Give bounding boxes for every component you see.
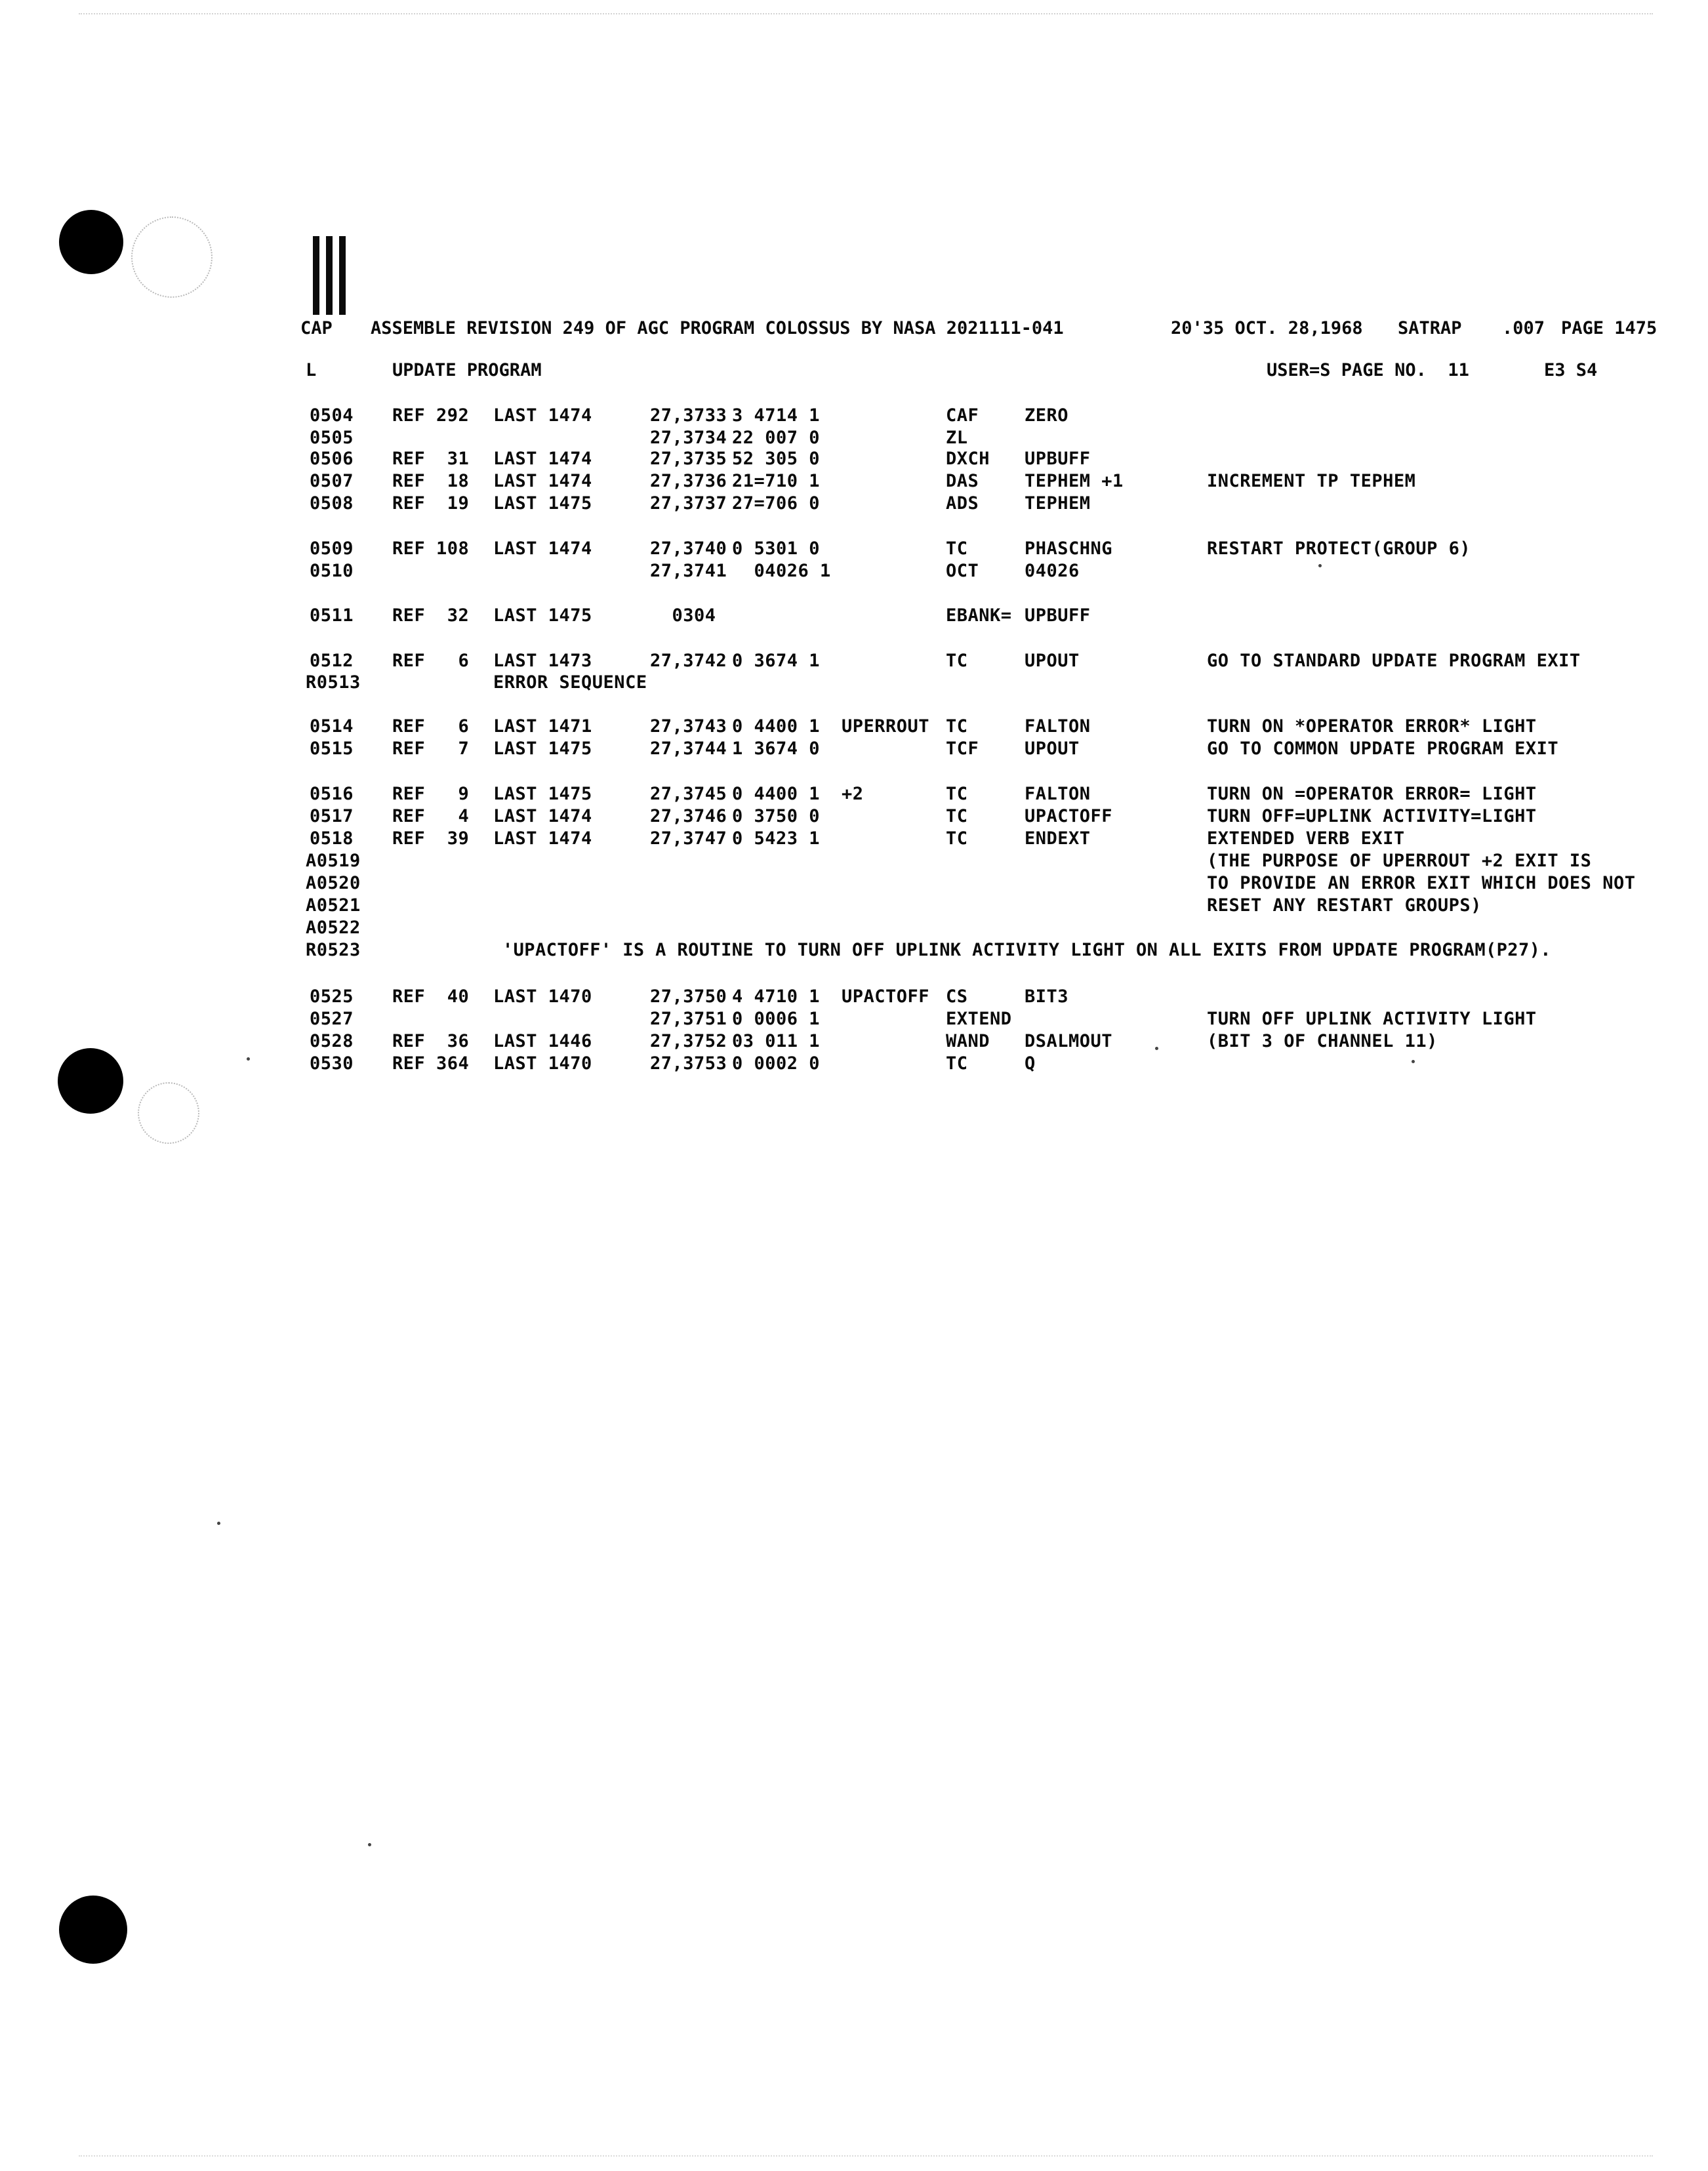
listing-addr: 27,3741 — [650, 561, 727, 581]
listing-refn: REF 6 — [392, 716, 470, 737]
header-ref: E3 S4 — [1544, 360, 1598, 380]
listing-addr: 27,3746 — [650, 806, 727, 826]
listing-op: CS — [946, 986, 968, 1007]
listing-operand: FALTON — [1025, 716, 1091, 737]
listing-code: 1 3674 0 — [732, 739, 821, 759]
listing-op: TC — [946, 806, 968, 826]
header-user-page: USER=S PAGE NO. 11 — [1267, 360, 1469, 380]
listing-op: ZL — [946, 428, 968, 448]
listing-last: LAST 1474 — [493, 806, 592, 826]
listing-operand: ENDEXT — [1025, 828, 1091, 849]
listing-code: 0 5423 1 — [732, 828, 821, 849]
listing-operand: UPBUFF — [1025, 449, 1091, 469]
listing-line: 0516 — [310, 784, 354, 804]
listing-last: LAST 1474 — [493, 538, 592, 559]
listing-code: 0 5301 0 — [732, 538, 821, 559]
listing-comment: TURN ON *OPERATOR ERROR* LIGHT — [1207, 716, 1537, 737]
listing-code: 22 007 0 — [732, 428, 821, 448]
listing-op: TC — [946, 716, 968, 737]
listing-label: +2 — [842, 784, 864, 804]
listing-addr: 27,3740 — [650, 538, 727, 559]
listing-line: A0519 — [306, 851, 361, 871]
punch-hole-bottom — [59, 1896, 127, 1964]
listing-operand: BIT3 — [1025, 986, 1069, 1007]
listing-op: CAF — [946, 405, 979, 426]
listing-refn: REF 6 — [392, 651, 470, 671]
listing-addr: 27,3733 — [650, 405, 727, 426]
listing-line: 0508 — [310, 493, 354, 514]
listing-comment: INCREMENT TP TEPHEM — [1207, 471, 1416, 491]
listing-line: 0510 — [310, 561, 354, 581]
listing-refn: REF 39 — [392, 828, 470, 849]
speck — [368, 1843, 371, 1846]
listing-addr: 27,3743 — [650, 716, 727, 737]
listing-line: 0509 — [310, 538, 354, 559]
listing-line: R0513 — [306, 672, 361, 693]
listing-comment: RESTART PROTECT(GROUP 6) — [1207, 538, 1471, 559]
listing-addr: 0304 — [650, 605, 716, 626]
header-section: UPDATE PROGRAM — [392, 360, 542, 380]
listing-last: LAST 1474 — [493, 449, 592, 469]
listing-line: 0512 — [310, 651, 354, 671]
listing-last: LAST 1471 — [493, 716, 592, 737]
listing-label: UPACTOFF — [842, 986, 930, 1007]
listing-op: TC — [946, 828, 968, 849]
header-type: L — [306, 360, 317, 380]
listing-comment: EXTENDED VERB EXIT — [1207, 828, 1405, 849]
listing-line: 0528 — [310, 1031, 354, 1051]
listing-last: LAST 1475 — [493, 605, 592, 626]
header-timestamp: 20'35 OCT. 28,1968 — [1171, 318, 1363, 338]
listing-line: 0507 — [310, 471, 354, 491]
listing-addr: 27,3735 — [650, 449, 727, 469]
listing-code: 0 3750 0 — [732, 806, 821, 826]
listing-comment: TO PROVIDE AN ERROR EXIT WHICH DOES NOT — [1207, 873, 1636, 893]
listing-line: 0525 — [310, 986, 354, 1007]
listing-comment: TURN OFF=UPLINK ACTIVITY=LIGHT — [1207, 806, 1537, 826]
listing-op: OCT — [946, 561, 979, 581]
listing-comment: GO TO STANDARD UPDATE PROGRAM EXIT — [1207, 651, 1581, 671]
listing-line: A0522 — [306, 918, 361, 938]
listing-last: LAST 1474 — [493, 471, 592, 491]
header-corner: CAP — [300, 318, 333, 338]
listing-operand: Q — [1025, 1053, 1036, 1074]
listing-operand: ZERO — [1025, 405, 1069, 426]
listing-line: 0527 — [310, 1009, 354, 1029]
bottom-edge-dots — [79, 2155, 1653, 2158]
listing-code: 0 4400 1 — [732, 784, 821, 804]
listing-op: ADS — [946, 493, 979, 514]
listing-operand: DSALMOUT — [1025, 1031, 1113, 1051]
listing-op: TC — [946, 1053, 968, 1074]
listing-refn: REF 32 — [392, 605, 470, 626]
listing-operand: TEPHEM +1 — [1025, 471, 1124, 491]
listing-op: TC — [946, 784, 968, 804]
listing-line: 0505 — [310, 428, 354, 448]
listing-line: 0530 — [310, 1053, 354, 1074]
listing-addr: 27,3752 — [650, 1031, 727, 1051]
listing-op: TC — [946, 538, 968, 559]
listing-code: 0 3674 1 — [732, 651, 821, 671]
listing-label: UPERROUT — [842, 716, 930, 737]
listing-line: 0506 — [310, 449, 354, 469]
listing-refn: REF 364 — [392, 1053, 470, 1074]
listing-addr: 27,3737 — [650, 493, 727, 514]
listing-comment: (BIT 3 OF CHANNEL 11) — [1207, 1031, 1438, 1051]
listing-operand: UPACTOFF — [1025, 806, 1113, 826]
listing-line: 0511 — [310, 605, 354, 626]
listing-addr: 27,3734 — [650, 428, 727, 448]
punch-hole-ghost-middle — [138, 1082, 199, 1144]
header-code: .007 — [1502, 318, 1545, 338]
listing-comment: RESET ANY RESTART GROUPS) — [1207, 895, 1482, 916]
listing-comment: TURN OFF UPLINK ACTIVITY LIGHT — [1207, 1009, 1537, 1029]
listing-last: LAST 1446 — [493, 1031, 592, 1051]
listing-line: 0517 — [310, 806, 354, 826]
listing-refn: REF 292 — [392, 405, 470, 426]
listing-code: 0 0006 1 — [732, 1009, 821, 1029]
listing-line: R0523 — [306, 940, 361, 960]
listing-operand: 04026 — [1025, 561, 1080, 581]
listing-last: 'UPACTOFF' IS A ROUTINE TO TURN OFF UPLINK ACTIVITY LIGHT ON ALL EXITS FROM UPDATE PROGRAM(P27). — [502, 940, 1551, 960]
listing-code: 27=706 0 — [732, 493, 821, 514]
listing-line: 0514 — [310, 716, 354, 737]
speck — [1318, 564, 1322, 567]
speck — [247, 1057, 250, 1061]
listing-comment: (THE PURPOSE OF UPERROUT +2 EXIT IS — [1207, 851, 1592, 871]
listing-last: LAST 1474 — [493, 405, 592, 426]
listing-last: LAST 1474 — [493, 828, 592, 849]
listing-op: TC — [946, 651, 968, 671]
listing-op: EBANK= — [946, 605, 1012, 626]
listing-line: 0518 — [310, 828, 354, 849]
listing-line: 0515 — [310, 739, 354, 759]
listing-code: 3 4714 1 — [732, 405, 821, 426]
listing-operand: UPOUT — [1025, 651, 1080, 671]
listing-last: LAST 1475 — [493, 784, 592, 804]
listing-code: 21=710 1 — [732, 471, 821, 491]
punch-hole-top — [59, 210, 123, 274]
listing-op: EXTEND — [946, 1009, 1012, 1029]
listing-comment: GO TO COMMON UPDATE PROGRAM EXIT — [1207, 739, 1559, 759]
listing-refn: REF 31 — [392, 449, 470, 469]
listing-addr: 27,3736 — [650, 471, 727, 491]
listing-addr: 27,3753 — [650, 1053, 727, 1074]
listing-addr: 27,3747 — [650, 828, 727, 849]
listing-last: LAST 1470 — [493, 1053, 592, 1074]
speck — [1155, 1047, 1158, 1050]
listing-refn: REF 9 — [392, 784, 470, 804]
binding-bars — [313, 236, 352, 315]
listing-refn: REF 18 — [392, 471, 470, 491]
listing-code: 52 305 0 — [732, 449, 821, 469]
speck — [217, 1522, 220, 1525]
listing-last: ERROR SEQUENCE — [493, 672, 647, 693]
listing-refn: REF 36 — [392, 1031, 470, 1051]
listing-last: LAST 1475 — [493, 493, 592, 514]
header-user: SATRAP — [1398, 318, 1462, 338]
listing-refn: REF 7 — [392, 739, 470, 759]
listing-op: DAS — [946, 471, 979, 491]
listing-code: 0 0002 0 — [732, 1053, 821, 1074]
listing-operand: UPOUT — [1025, 739, 1080, 759]
listing-operand: FALTON — [1025, 784, 1091, 804]
header-page: PAGE 1475 — [1561, 318, 1657, 338]
header-title: ASSEMBLE REVISION 249 OF AGC PROGRAM COLOSSUS BY NASA 2021111-041 — [371, 318, 1064, 338]
listing-line: A0520 — [306, 873, 361, 893]
listing-addr: 27,3742 — [650, 651, 727, 671]
listing-operand: UPBUFF — [1025, 605, 1091, 626]
listing-addr: 27,3745 — [650, 784, 727, 804]
listing-last: LAST 1470 — [493, 986, 592, 1007]
listing-code: 03 011 1 — [732, 1031, 821, 1051]
listing-refn: REF 108 — [392, 538, 470, 559]
listing-op: WAND — [946, 1031, 990, 1051]
listing-last: LAST 1475 — [493, 739, 592, 759]
listing-addr: 27,3751 — [650, 1009, 727, 1029]
listing-addr: 27,3750 — [650, 986, 727, 1007]
listing-last: LAST 1473 — [493, 651, 592, 671]
listing-op: TCF — [946, 739, 979, 759]
listing-addr: 27,3744 — [650, 739, 727, 759]
listing-refn: REF 4 — [392, 806, 470, 826]
listing-operand: TEPHEM — [1025, 493, 1091, 514]
speck — [1412, 1060, 1415, 1063]
listing-line: 0504 — [310, 405, 354, 426]
listing-comment: TURN ON =OPERATOR ERROR= LIGHT — [1207, 784, 1537, 804]
listing-operand: PHASCHNG — [1025, 538, 1113, 559]
punch-hole-ghost-top — [131, 216, 213, 298]
punch-hole-middle — [58, 1048, 123, 1114]
listing-refn: REF 19 — [392, 493, 470, 514]
top-edge-dots — [79, 13, 1653, 16]
listing-code: 04026 1 — [732, 561, 831, 581]
listing-line: A0521 — [306, 895, 361, 916]
listing-op: DXCH — [946, 449, 990, 469]
listing-code: 4 4710 1 — [732, 986, 821, 1007]
listing-code: 0 4400 1 — [732, 716, 821, 737]
listing-refn: REF 40 — [392, 986, 470, 1007]
